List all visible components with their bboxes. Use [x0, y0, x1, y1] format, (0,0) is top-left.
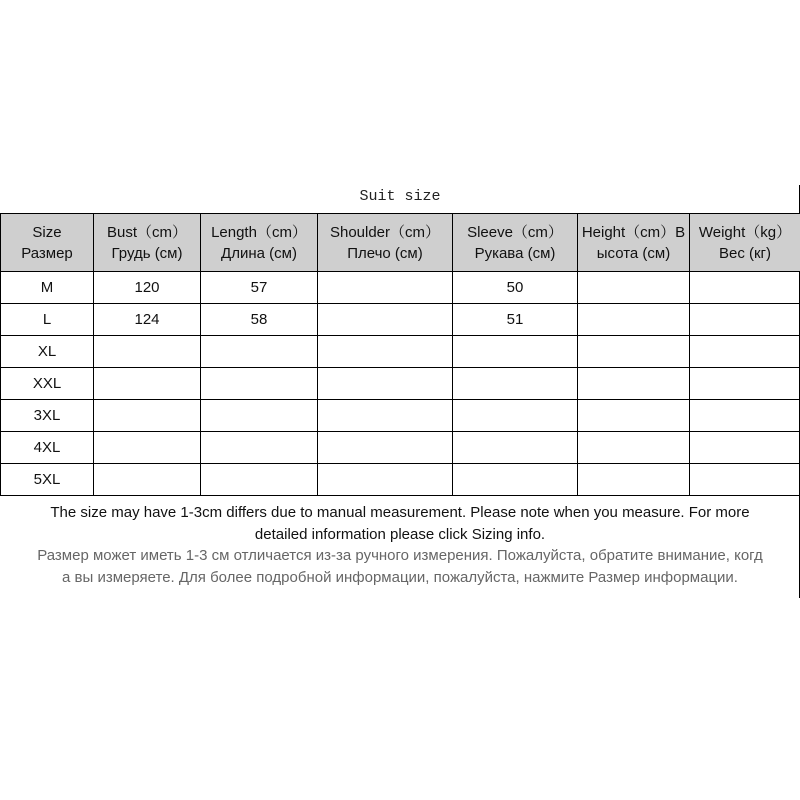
header-weight — [690, 214, 800, 272]
table-row — [1, 368, 800, 400]
cell-sleeve: 50 — [453, 272, 578, 304]
header-label-ru: Плечо (см) — [347, 244, 423, 262]
cell-shoulder — [318, 272, 453, 304]
cell-length: 57 — [201, 272, 318, 304]
cell-height — [578, 336, 690, 368]
header-height — [578, 214, 690, 272]
table-row — [1, 304, 800, 336]
header-length — [201, 214, 318, 272]
cell-sleeve — [453, 336, 578, 368]
cell-length: 58 — [201, 304, 318, 336]
cell-size: 5XL — [1, 464, 94, 496]
cell-height — [578, 432, 690, 464]
note-en-line-2: detailed information please click Sizing info. — [254, 526, 546, 543]
header-bust — [94, 214, 201, 272]
header-label-ru: Размер — [21, 244, 73, 262]
cell-shoulder — [318, 304, 453, 336]
header-label-en: Size — [32, 223, 62, 241]
table-row — [1, 336, 800, 368]
cell-bust — [94, 336, 201, 368]
header-label-en: Bust（cm） — [106, 223, 187, 241]
measurement-note-en — [0, 502, 800, 546]
table-row — [1, 272, 800, 304]
header-label-en: Sleeve（cm） — [467, 223, 563, 241]
measurement-note-ru — [0, 545, 800, 589]
cell-weight — [690, 304, 800, 336]
header-label-en: Shoulder（cm） — [329, 223, 441, 241]
cell-sleeve — [453, 368, 578, 400]
cell-weight — [690, 432, 800, 464]
header-label-ru: Длина (см) — [221, 244, 297, 262]
cell-bust: 120 — [94, 272, 201, 304]
table-row — [1, 464, 800, 496]
cell-size: M — [1, 272, 94, 304]
cell-size: XL — [1, 336, 94, 368]
cell-sleeve: 51 — [453, 304, 578, 336]
cell-shoulder — [318, 464, 453, 496]
cell-shoulder — [318, 400, 453, 432]
header-label-en: Height（cm）В — [581, 223, 686, 241]
header-label-en: Length（cm） — [211, 223, 307, 241]
cell-weight — [690, 400, 800, 432]
cell-weight — [690, 368, 800, 400]
table-row — [1, 400, 800, 432]
note-ru-line-2: а вы измеряете. Для более подробной информации, пожалуйста, нажмите Размер информации. — [62, 569, 738, 586]
table-title: Suit size — [359, 188, 441, 205]
cell-bust — [94, 432, 201, 464]
cell-size: L — [1, 304, 94, 336]
table-row — [1, 432, 800, 464]
header-label-ru: Рукава (см) — [474, 244, 556, 262]
cell-bust — [94, 368, 201, 400]
cell-sleeve — [453, 464, 578, 496]
cell-shoulder — [318, 432, 453, 464]
cell-height — [578, 368, 690, 400]
cell-sleeve — [453, 432, 578, 464]
header-label-en: Weight（kg） — [698, 223, 792, 241]
note-ru-line-1: Размер может иметь 1-3 см отличается из-за ручного измерения. Пожалуйста, обратите внимание, когд — [37, 547, 763, 564]
size-table — [0, 213, 800, 496]
note-en-line-1: The size may have 1-3cm differs due to manual measurement. Please note when you measure. For more — [50, 504, 750, 521]
cell-bust — [94, 400, 201, 432]
cell-length — [201, 432, 318, 464]
cell-shoulder — [318, 368, 453, 400]
cell-sleeve — [453, 400, 578, 432]
cell-height — [578, 272, 690, 304]
cell-length — [201, 400, 318, 432]
cell-size: 3XL — [1, 400, 94, 432]
cell-height — [578, 400, 690, 432]
cell-weight — [690, 464, 800, 496]
header-row — [1, 214, 800, 272]
cell-length — [201, 368, 318, 400]
cell-length — [201, 464, 318, 496]
cell-bust: 124 — [94, 304, 201, 336]
cell-height — [578, 304, 690, 336]
cell-height — [578, 464, 690, 496]
header-size — [1, 214, 94, 272]
cell-length — [201, 336, 318, 368]
cell-size: 4XL — [1, 432, 94, 464]
cell-weight — [690, 336, 800, 368]
header-sleeve — [453, 214, 578, 272]
cell-bust — [94, 464, 201, 496]
cell-shoulder — [318, 336, 453, 368]
header-shoulder — [318, 214, 453, 272]
header-label-ru: Грудь (см) — [111, 244, 183, 262]
header-label-ru: Вес (кг) — [718, 244, 772, 262]
cell-size: XXL — [1, 368, 94, 400]
header-label-ru: ысота (см) — [596, 244, 671, 262]
cell-weight — [690, 272, 800, 304]
